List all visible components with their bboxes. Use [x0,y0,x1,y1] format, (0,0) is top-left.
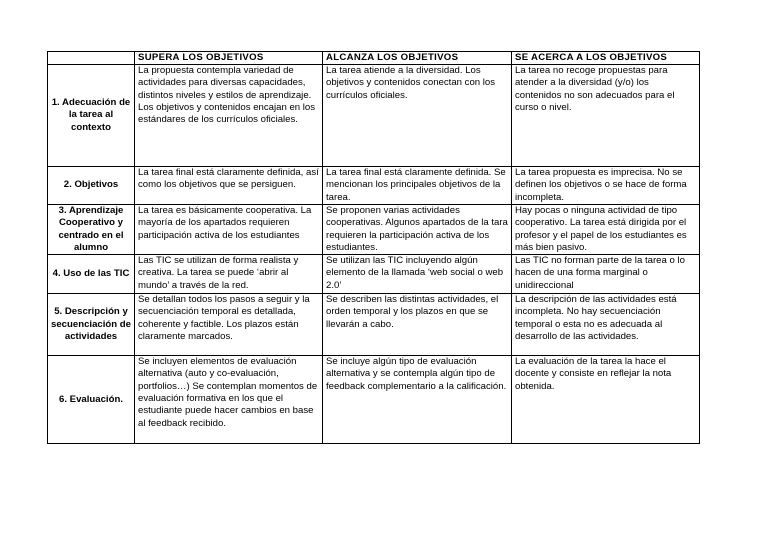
acerca-cell: Las TIC no forman parte de la tarea o lo hacen de una forma marginal o unidireccional [512,255,700,294]
header-alcanza: ALCANZA LOS OBJETIVOS [323,52,512,65]
table-row [48,294,700,356]
alcanza-cell: Se proponen varias actividades cooperativas. Algunos apartados de la tara requieren la participación activa de los estudiantes. [323,205,512,255]
criterion-cell: 2. Objetivos [48,167,135,205]
acerca-cell: La tarea propuesta es imprecisa. No se definen los objetivos o se hace de forma incompleta. [512,167,700,205]
supera-cell: La propuesta contempla variedad de actividades para diversas capacidades, distintos niveles y estilos de aprendizaje. Los objetivos y contenidos encajan en los estándares de los currículos oficiales. [135,65,323,167]
alcanza-cell: Se incluye algún tipo de evaluación alternativa y se contempla algún tipo de feedback complementario a la calificación. [323,356,512,444]
acerca-cell: La tarea no recoge propuestas para atender a la diversidad (y/o) los contenidos no son adecuados para el curso o nivel. [512,65,700,167]
header-acerca: SE ACERCA A LOS OBJETIVOS [512,52,700,65]
rubric-table [47,51,700,444]
acerca-cell: La evaluación de la tarea la hace el docente y consiste en reflejar la nota obtenida. [512,356,700,444]
criterion-cell: 5. Descripción y secuenciación de actividades [48,294,135,356]
table-row [48,205,700,255]
table-row [48,255,700,294]
alcanza-cell: Se describen las distintas actividades, el orden temporal y los plazos en que se llevarán a cabo. [323,294,512,356]
criterion-cell: 1. Adecuación de la tarea al contexto [48,65,135,167]
table-row [48,356,700,444]
criterion-cell: 4. Uso de las TIC [48,255,135,294]
header-criterion [48,52,135,65]
alcanza-cell: La tarea final está claramente definida. Se mencionan los principales objetivos de la tarea. [323,167,512,205]
criterion-cell: 3. Aprendizaje Cooperativo y centrado en el alumno [48,205,135,255]
supera-cell: La tarea final está claramente definida, así como los objetivos que se persiguen. [135,167,323,205]
header-supera: SUPERA LOS OBJETIVOS [135,52,323,65]
supera-cell: Se detallan todos los pasos a seguir y la secuenciación temporal es detallada, coherente y factible. Los plazos están claramente marcados. [135,294,323,356]
criterion-cell: 6. Evaluación. [48,356,135,444]
header-row [48,52,700,65]
supera-cell: Las TIC se utilizan de forma realista y creativa. La tarea se puede ‘abrir al mundo’ a través de la red. [135,255,323,294]
alcanza-cell: La tarea atiende a la diversidad. Los objetivos y contenidos conectan con los currículos oficiales. [323,65,512,167]
supera-cell: Se incluyen elementos de evaluación alternativa (auto y co-evaluación, portfolios…) Se contemplan momentos de evaluación formativa en los que el estudiante puede hacer cambios en base al feedback recibido. [135,356,323,444]
acerca-cell: Hay pocas o ninguna actividad de tipo cooperativo. La tarea está dirigida por el profesor y el papel de los estudiantes es más bien pasivo. [512,205,700,255]
acerca-cell: La descripción de las actividades está incompleta. No hay secuenciación temporal o esta no es adecuada al desarrollo de las actividades. [512,294,700,356]
table-row [48,65,700,167]
table-row [48,167,700,205]
supera-cell: La tarea es básicamente cooperativa. La mayoría de los apartados requieren participación activa de los estudiantes [135,205,323,255]
alcanza-cell: Se utilizan las TIC incluyendo algún elemento de la llamada ‘web social o web 2.0’ [323,255,512,294]
